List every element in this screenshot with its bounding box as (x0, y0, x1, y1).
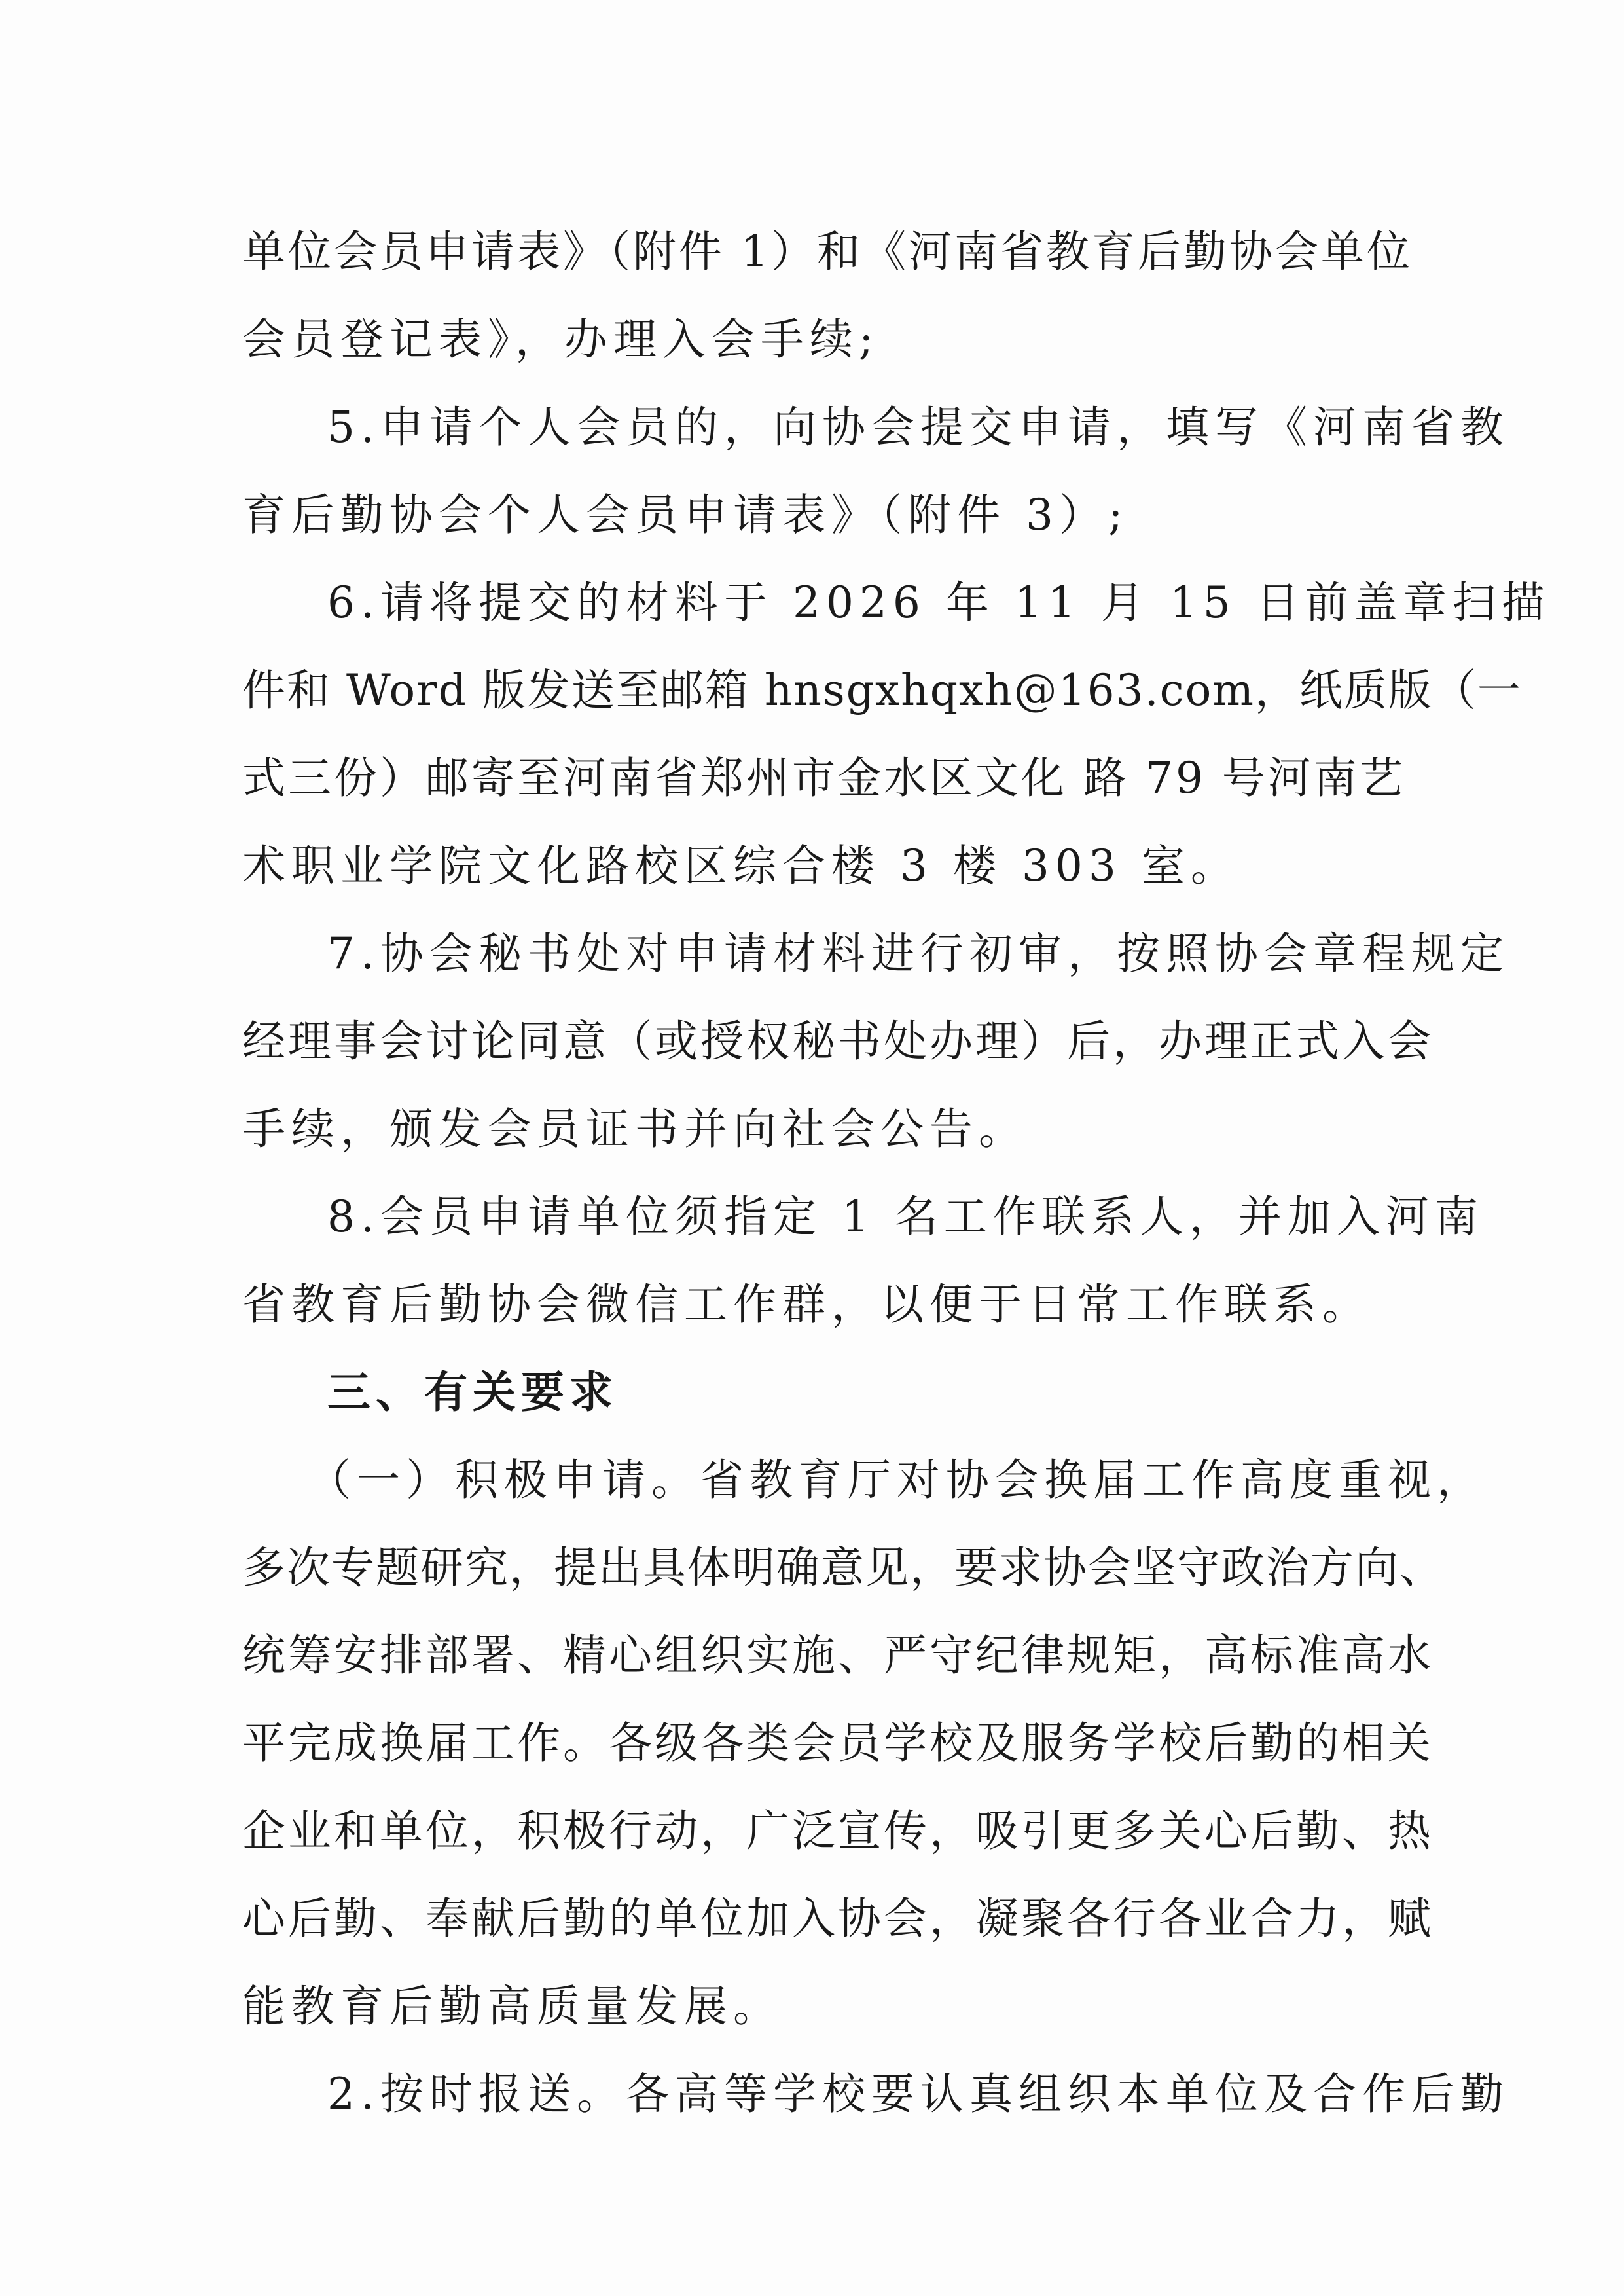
document-line: 省教育后勤协会微信工作群，以便于日常工作联系。 (242, 1279, 1371, 1330)
document-line: 2.按时报送。各高等学校要认真组织本单位及合作后勤 (327, 2069, 1509, 2119)
document-line: 单位会员申请表》（附件 1）和《河南省教育后勤协会单位 (242, 227, 1413, 277)
document-line: 平完成换届工作。各级各类会员学校及服务学校后勤的相关 (242, 1718, 1434, 1768)
document-line: 8.会员申请单位须指定 1 名工作联系人，并加入河南 (327, 1192, 1484, 1242)
document-line: 6.请将提交的材料于 2026 年 11 月 15 日前盖章扫描 (327, 577, 1551, 628)
document-line: 育后勤协会个人会员申请表》（附件 3）; (242, 490, 1129, 540)
document-line: 件和 Word 版发送至邮箱 hnsgxhqxh@163.com，纸质版（一 (242, 665, 1522, 716)
document-line: 术职业学院文化路校区综合楼 3 楼 303 室。 (242, 841, 1240, 891)
document-line: 企业和单位，积极行动，广泛宣传，吸引更多关心后勤、热 (242, 1806, 1434, 1856)
document-line: 手续，颁发会员证书并向社会公告。 (242, 1104, 1028, 1154)
document-line: 经理事会讨论同意（或授权秘书处办理）后，办理正式入会 (242, 1016, 1434, 1066)
document-line: 能教育后勤高质量发展。 (242, 1981, 782, 2032)
section-heading: 三、有关要求 (327, 1367, 618, 1417)
document-line: 会员登记表》，办理入会手续; (242, 314, 880, 365)
document-line: 统筹安排部署、精心组织实施、严守纪律规矩，高标准高水 (242, 1630, 1434, 1681)
document-line: 心后勤、奉献后勤的单位加入协会，凝聚各行各业合力，赋 (242, 1893, 1434, 1944)
document-body (242, 208, 1551, 2138)
document-line: 多次专题研究，提出具体明确意见，要求协会坚守政治方向、 (242, 1542, 1444, 1593)
document-line: 式三份）邮寄至河南省郑州市金水区文化 路 79 号河南艺 (242, 753, 1405, 803)
document-line: 5.申请个人会员的，向协会提交申请，填写《河南省教 (327, 402, 1509, 452)
document-line: （一）积极申请。省教育厅对协会换届工作高度重视， (308, 1455, 1486, 1505)
document-line: 7.协会秘书处对申请材料进行初审，按照协会章程规定 (327, 928, 1509, 979)
